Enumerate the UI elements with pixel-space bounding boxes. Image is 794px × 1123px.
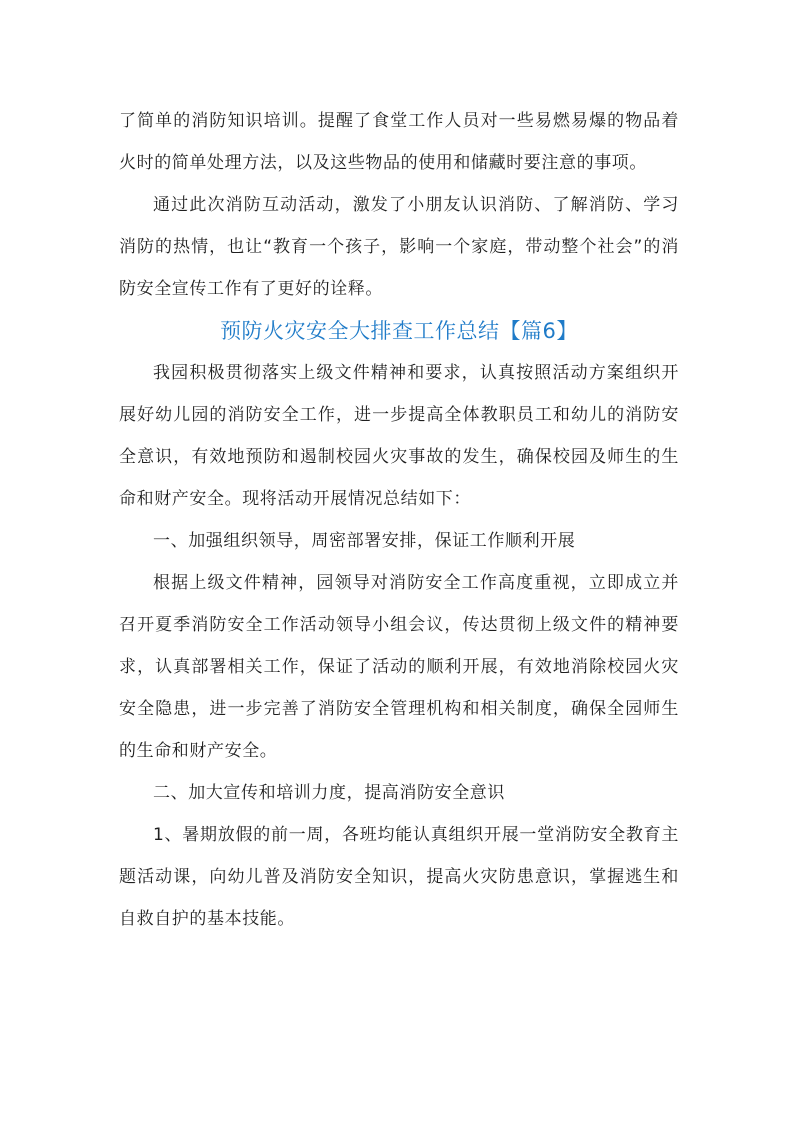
heading-two: 二、加大宣传和培训力度，提高消防安全意识 — [153, 783, 505, 803]
paragraph-training: 1、暑期放假的前一周，各班均能认真组织开展一堂消防安全教育主题活动课，向幼儿普及消防安全知识，提高火灾防患意识，掌握逃生和自救自护的基本技能。 — [119, 825, 679, 929]
section-title: 预防火灾安全大排查工作总结【篇6】 — [220, 319, 578, 343]
heading-one: 一、加强组织领导，周密部署安排，保证工作顺利开展 — [153, 531, 576, 551]
paragraph-intro: 我园积极贯彻落实上级文件精神和要求，认真按照活动方案组织开展好幼儿园的消防安全工作，进一步提高全体教职员工和幼儿的消防安全意识，有效地预防和遏制校园火灾事故的发生，确保校园及师生的生命和财产安全。现将活动开展情况总结如下： — [119, 363, 679, 509]
document-body — [119, 100, 679, 940]
paragraph-continuation: 了简单的消防知识培训。提醒了食堂工作人员对一些易燃易爆的物品着火时的简单处理方法，以及这些物品的使用和储藏时要注意的事项。 — [119, 111, 679, 173]
paragraph-leadership: 根据上级文件精神，园领导对消防安全工作高度重视，立即成立并召开夏季消防安全工作活动领导小组会议，传达贯彻上级文件的精神要求，认真部署相关工作，保证了活动的顺利开展，有效地消除校园火灾安全隐患，进一步完善了消防安全管理机构和相关制度，确保全园师生的生命和财产安全。 — [119, 573, 679, 761]
paragraph-activity-summary: 通过此次消防互动活动，激发了小朋友认识消防、了解消防、学习消防的热情，也让“教育一个孩子，影响一个家庭，带动整个社会”的消防安全宣传工作有了更好的诠释。 — [119, 195, 679, 299]
